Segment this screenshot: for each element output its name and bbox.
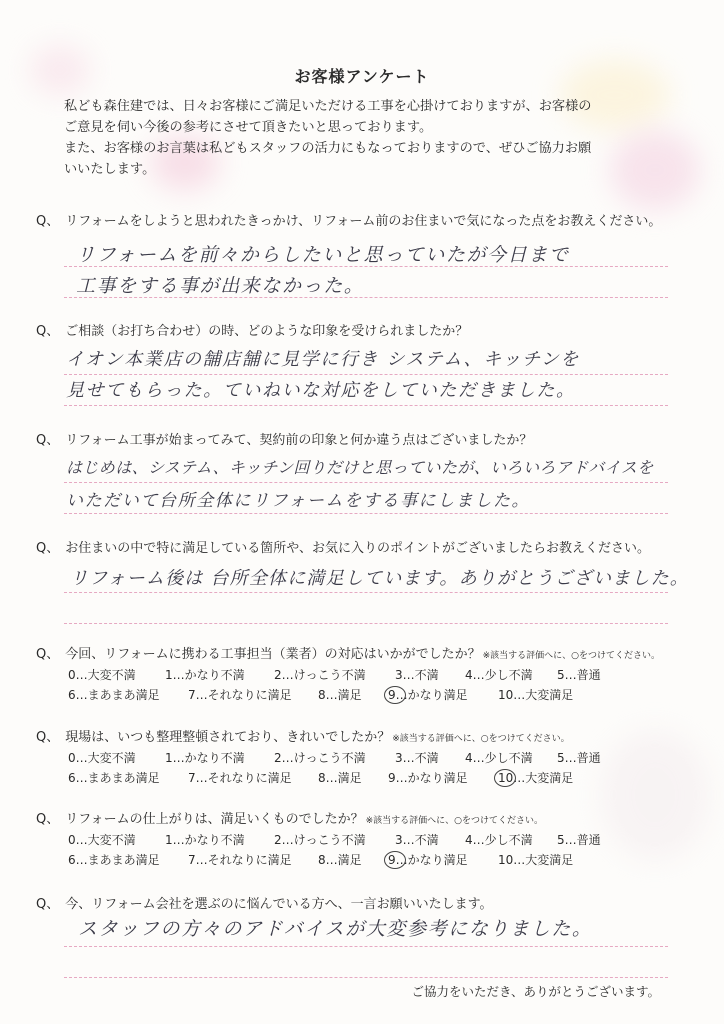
rating-option[interactable]: 2…けっこう不満 <box>274 751 366 765</box>
question-text: 今、リフォーム会社を選ぶのに悩んでいる方へ、一言お願いいたします。 <box>65 897 493 912</box>
answer-text: 工事をする事が出来なかった。 <box>76 275 365 297</box>
rating-option[interactable]: 9…かなり満足 <box>388 853 468 867</box>
question-text: 今回、リフォームに携わる工事担当（業者）の対応はいかがでしたか？ <box>65 647 481 662</box>
rating-option[interactable]: 5…普通 <box>557 833 601 847</box>
rating-option[interactable]: 10…大変満足 <box>498 688 574 702</box>
rating-question-3 <box>36 808 543 827</box>
answer-text: 見せてもらった。ていねいな対応をしていただきました。 <box>66 380 576 401</box>
question-text: 現場は、いつも整理整頓されており、きれいでしたか？ <box>65 730 391 745</box>
question-text: リフォーム工事が始まってみて、契約前の印象と何か違う点はございましたか？ <box>65 433 533 448</box>
rating-note: ※該当する評価へに、○をつけてください。 <box>392 734 570 744</box>
closing-text: ご協力をいただき、ありがとうございます。 <box>411 984 660 999</box>
intro-line: ご意見を伺い今後の参考にさせて頂きたいと思っております。 <box>64 120 433 135</box>
q-prefix: Q、 <box>36 647 60 662</box>
rating-option[interactable]: 7…それなりに満足 <box>188 688 292 702</box>
rating-option[interactable]: 6…まあまあ満足 <box>68 853 160 867</box>
intro-line: いいたします。 <box>64 162 156 177</box>
rating-option[interactable]: 5…普通 <box>557 751 601 765</box>
answer-text: いただいて台所全体にリフォームをする事にしました。 <box>66 491 531 511</box>
rating-option[interactable]: 6…まあまあ満足 <box>68 771 160 785</box>
answer-text: リフォームを前々からしたいと思っていたが今日まで <box>76 244 570 266</box>
rating-option[interactable]: 10…大変満足 <box>498 853 574 867</box>
page-title: お客様アンケート <box>294 67 430 86</box>
rating-option[interactable]: 2…けっこう不満 <box>274 668 366 682</box>
rating-option[interactable]: 8…満足 <box>318 771 362 785</box>
rating-option[interactable]: 0…大変不満 <box>68 751 136 765</box>
rating-note: ※該当する評価へに、○をつけてください。 <box>482 651 660 661</box>
rating-note: ※該当する評価へに、○をつけてください。 <box>365 816 543 826</box>
question-text: ご相談（お打ち合わせ）の時、どのような印象を受けられましたか？ <box>65 324 469 339</box>
rating-option[interactable]: 6…まあまあ満足 <box>68 688 160 702</box>
answer-text: はじめは、システム、キッチン回りだけと思っていたが、いろいろアドバイスを <box>66 458 654 477</box>
q-prefix: Q、 <box>36 897 60 912</box>
question-1 <box>36 210 661 229</box>
answer-text: リフォーム後は 台所全体に満足しています。ありがとうございました。 <box>70 568 689 589</box>
q-prefix: Q、 <box>36 541 60 556</box>
rating-option[interactable]: 1…かなり不満 <box>165 668 245 682</box>
question-4 <box>36 537 650 556</box>
question-text: リフォームをしようと思われたきっかけ、リフォーム前のお住まいで気になった点をお教えください。 <box>65 214 662 229</box>
rating-scale <box>68 831 628 871</box>
rating-option[interactable]: 8…満足 <box>318 853 362 867</box>
rating-option[interactable]: 3…不満 <box>395 751 439 765</box>
q-prefix: Q、 <box>36 324 60 339</box>
rating-option[interactable]: 9…かなり満足 <box>388 771 468 785</box>
rating-option[interactable]: 7…それなりに満足 <box>188 771 292 785</box>
rating-question-2 <box>36 726 570 745</box>
rating-option[interactable]: 4…少し不満 <box>465 668 533 682</box>
rating-option[interactable]: 4…少し不満 <box>465 833 533 847</box>
rating-option[interactable]: 0…大変不満 <box>68 833 136 847</box>
answer-text: スタッフの方々のアドバイスが大変参考になりました。 <box>78 918 593 940</box>
question-3 <box>36 429 532 448</box>
rating-option[interactable]: 8…満足 <box>318 688 362 702</box>
rating-scale <box>68 666 628 706</box>
rating-option[interactable]: 10…大変満足 <box>498 771 574 785</box>
q-prefix: Q、 <box>36 214 60 229</box>
final-question <box>36 893 493 912</box>
answer-text: イオン本業店の舗店舗に見学に行き システム、キッチンを <box>66 349 580 370</box>
question-2 <box>36 320 468 339</box>
rating-question-1 <box>36 643 660 662</box>
rating-option[interactable]: 5…普通 <box>557 668 601 682</box>
rating-option[interactable]: 4…少し不満 <box>465 751 533 765</box>
rating-option[interactable]: 0…大変不満 <box>68 668 136 682</box>
rating-option[interactable]: 7…それなりに満足 <box>188 853 292 867</box>
rating-option[interactable]: 3…不満 <box>395 668 439 682</box>
q-prefix: Q、 <box>36 812 60 827</box>
intro-text <box>64 96 674 180</box>
q-prefix: Q、 <box>36 730 60 745</box>
question-text: リフォームの仕上がりは、満足いくものでしたか？ <box>65 812 364 827</box>
q-prefix: Q、 <box>36 433 60 448</box>
rating-option[interactable]: 9…かなり満足 <box>388 688 468 702</box>
question-text: お住まいの中で特に満足している箇所や、お気に入りのポイントがございましたらお教えください。 <box>65 541 650 556</box>
rating-option[interactable]: 2…けっこう不満 <box>274 833 366 847</box>
rating-option[interactable]: 1…かなり不満 <box>165 833 245 847</box>
rating-scale <box>68 749 628 789</box>
intro-line: 私ども森住建では、日々お客様にご満足いただける工事を心掛けておりますが、お客様の <box>64 99 592 114</box>
intro-line: また、お客様のお言葉は私どもスタッフの活力にもなっておりますので、ぜひご協力お願 <box>64 141 592 156</box>
rating-option[interactable]: 3…不満 <box>395 833 439 847</box>
rating-option[interactable]: 1…かなり不満 <box>165 751 245 765</box>
